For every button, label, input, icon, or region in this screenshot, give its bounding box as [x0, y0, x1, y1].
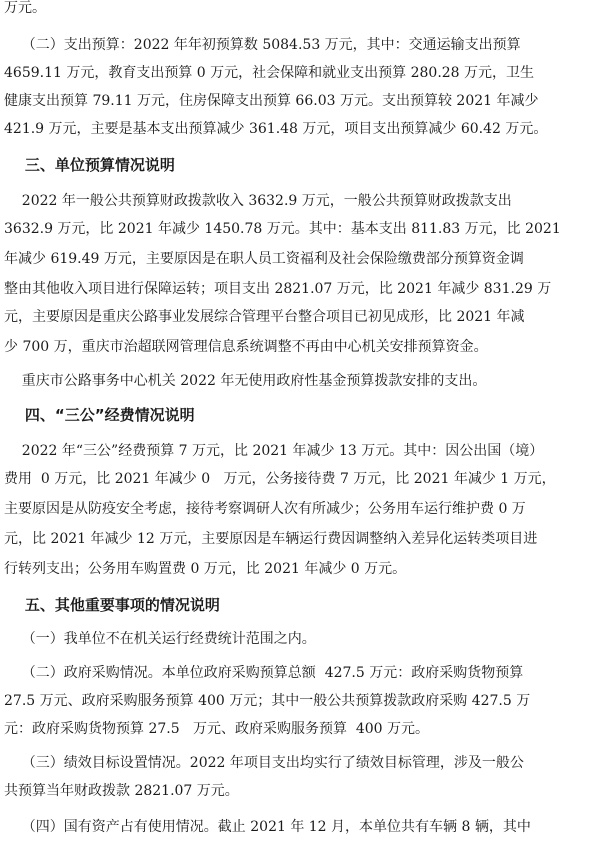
- text-line: 3632.9 万元，比 2021 年减少 1450.78 万元。其中：基本支出 811.83 万元，比 2021: [4, 221, 561, 237]
- text-line: 元：政府采购货物预算 27.5 万元、政府采购服务预算 400 万元。: [4, 721, 430, 737]
- section-heading: 三、单位预算情况说明: [4, 156, 175, 174]
- text-line: 元，比 2021 年减少 12 万元，主要原因是车辆运行费因调整纳入差异化运转类项目进: [4, 531, 538, 547]
- text-line: 健康支出预算 79.11 万元，住房保障支出预算 66.03 万元。支出预算较 2021 年减少: [4, 93, 539, 109]
- text-line: （三）绩效目标设置情况。2022 年项目支出均实行了绩效目标管理，涉及一般公: [4, 755, 524, 771]
- section-heading: 四、“三公”经费情况说明: [4, 406, 195, 424]
- text-line: 2022 年一般公共预算财政拨款收入 3632.9 万元，一般公共预算财政拨款支出: [4, 193, 512, 209]
- text-line: 行转列支出；公务用车购置费 0 万元，比 2021 年减少 0 万元。: [4, 561, 407, 577]
- text-line: （二）政府采购情况。本单位政府采购预算总额 427.5 万元：政府采购货物预算: [4, 665, 524, 681]
- text-line: 年减少 619.49 万元，主要原因是在职人员工资福利及社会保险缴费部分预算资金调: [4, 251, 524, 267]
- text-line: 整由其他收入项目进行保障运转；项目支出 2821.07 万元，比 2021 年减少 831.29 万: [4, 281, 552, 297]
- text-line: 2022 年“三公”经费预算 7 万元，比 2021 年减少 13 万元。其中：因公出国（境）: [4, 443, 544, 459]
- section-heading: 五、其他重要事项的情况说明: [4, 596, 220, 614]
- text-line: （二）支出预算：2022 年年初预算数 5084.53 万元，其中：交通运输支出预算: [4, 37, 521, 53]
- text-line: 27.5 万元、政府采购服务预算 400 万元；其中一般公共预算拨款政府采购 427.5 万: [4, 693, 531, 709]
- text-line: 421.9 万元，主要是基本支出预算减少 361.48 万元，项目支出预算减少 60.42 万元。: [4, 121, 548, 137]
- text-line: 主要原因是从防疫安全考虑，接待考察调研人次有所减少；公务用车运行维护费 0 万: [4, 501, 526, 517]
- text-line: 万元。: [4, 0, 46, 16]
- text-line: 少 700 万，重庆市治超联网管理信息系统调整不再由中心机关安排预算资金。: [4, 339, 488, 355]
- text-line: 共预算当年财政拨款 2821.07 万元。: [4, 783, 239, 799]
- text-line: 重庆市公路事务中心机关 2022 年无使用政府性基金预算拨款安排的支出。: [4, 373, 487, 389]
- text-line: 费用 0 万元，比 2021 年减少 0 万元，公务接待费 7 万元，比 2021 年减少 1 万元，: [4, 471, 556, 487]
- text-line: （四）国有资产占有使用情况。截止 2021 年 12 月，本单位共有车辆 8 辆，其中: [4, 819, 531, 835]
- text-line: （一）我单位不在机关运行经费统计范围之内。: [4, 631, 316, 647]
- text-line: 元，主要原因是重庆公路事业发展综合管理平台整合项目已初见成形，比 2021 年减: [4, 309, 525, 325]
- text-line: 4659.11 万元，教育支出预算 0 万元，社会保障和就业支出预算 280.28 万元，卫生: [4, 65, 535, 81]
